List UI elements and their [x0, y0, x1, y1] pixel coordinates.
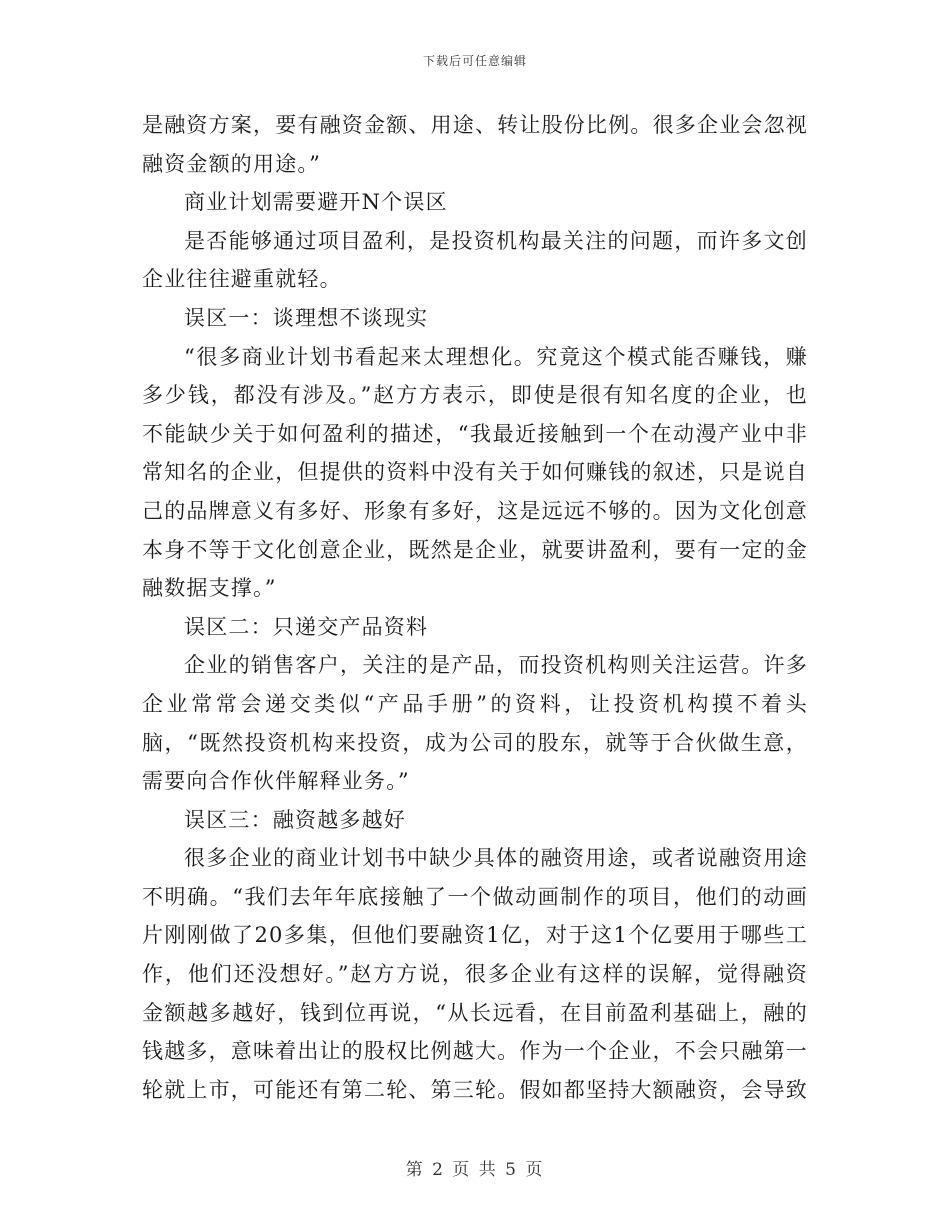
paragraph: 是否能够通过项目盈利，是投资机构最关注的问题，而许多文创企业往往避重就轻。	[142, 228, 808, 292]
document-body	[142, 106, 808, 1109]
page-header: 下载后可任意编辑	[422, 54, 527, 68]
paragraph-continuation: 是融资方案，要有融资金额、用途、转让股份比例。很多企业会忽视融资金额的用途。”	[142, 113, 808, 176]
paragraph: 很多企业的商业计划书中缺少具体的融资用途，或者说融资用途不明确。“我们去年年底接触了一个做动画制作的项目，他们的动画片刚刚做了20多集，但他们要融资1亿，对于这1个亿要用于哪些工作，他们还没想好。”赵方方说，很多企业有这样的误解，觉得融资金额越多越好，钱到位再说，“从长远看，在目前盈利基础上，融的钱越多，意味着出让的股权比例越大。作为一个企业，不会只融第一轮就上市，可能还有第二轮、第三轮。假如都坚持大额融资，会导致	[142, 846, 808, 1102]
section-heading: 误区二：只递交产品资料	[184, 614, 429, 639]
paragraph: 企业的销售客户，关注的是产品，而投资机构则关注运营。许多企业常常会递交类似“产品手册”的资料，让投资机构摸不着头脑，“既然投资机构来投资，成为公司的股东，就等于合伙做生意，需要向合作伙伴解释业务。”	[142, 653, 808, 794]
paragraph: “很多商业计划书看起来太理想化。究竟这个模式能否赚钱，赚多少钱，都没有涉及。”赵方方表示，即使是很有知名度的企业，也不能缺少关于如何盈利的描述，“我最近接触到一个在动漫产业中非常知名的企业，但提供的资料中没有关于如何赚钱的叙述，只是说自己的品牌意义有多好、形象有多好，这是远远不够的。因为文化创意本身不等于文化创意企业，既然是企业，就要讲盈利，要有一定的金融数据支撑。”	[142, 344, 808, 601]
section-heading: 商业计划需要避开N个误区	[184, 190, 448, 215]
page-footer: 第 2 页 共 5 页	[405, 1160, 545, 1180]
section-heading: 误区一：谈理想不谈现实	[184, 305, 429, 330]
section-heading: 误区三：融资越多越好	[184, 807, 406, 832]
